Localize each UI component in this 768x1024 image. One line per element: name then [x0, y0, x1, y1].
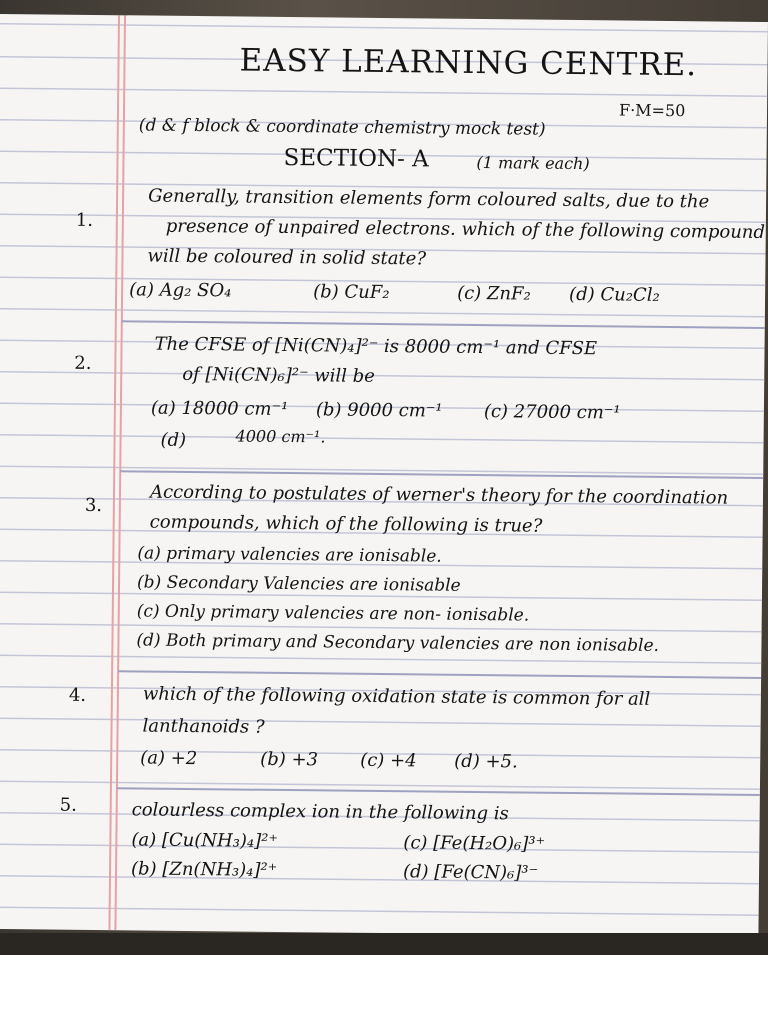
option-c: (c) 27000 cm⁻¹ — [483, 401, 621, 424]
question-separator — [117, 787, 760, 796]
option-b: (b) +3 — [260, 748, 319, 771]
question-text-line: According to postulates of werner's theory for the coordination — [149, 481, 729, 509]
option-d: (d) Cu₂Cl₂ — [569, 283, 660, 306]
option-a: (a) +2 — [140, 747, 198, 770]
question-text-line: Generally, transition elements form coloured salts, due to the — [148, 185, 710, 213]
question-text-line: which of the following oxidation state is common for all — [142, 683, 651, 710]
question-separator — [122, 320, 765, 329]
question-text-line: of [Ni(CN)₆]²⁻ will be — [182, 363, 375, 387]
option-b: (b) [Zn(NH₃)₄]²⁺ — [130, 858, 278, 881]
question-number: 1. — [75, 209, 94, 231]
question-number: 5. — [59, 794, 78, 816]
question-text-line: The CFSE of [Ni(CN)₄]²⁻ is 8000 cm⁻¹ and CFSE — [154, 333, 598, 360]
option-a: (a) 18000 cm⁻¹ — [150, 397, 289, 421]
option-a: (a) primary valencies are ionisable. — [137, 543, 442, 567]
question-number: 3. — [84, 494, 103, 517]
page-title: EASY LEARNING CENTRE. — [239, 42, 698, 84]
question-text-line: lanthanoids ? — [142, 715, 265, 738]
page-bottom-shadow — [0, 933, 768, 955]
notebook-page — [0, 14, 768, 937]
option-c: (c) [Fe(H₂O)₆]³⁺ — [403, 832, 546, 855]
option-d: (d) Both primary and Secondary valencies are non ionisable. — [136, 630, 660, 656]
section-heading: SECTION- A — [283, 144, 429, 173]
question-text-line: presence of unpaired electrons. which of the following compound — [165, 215, 766, 244]
question-number: 2. — [74, 352, 92, 374]
option-b: (b) Secondary Valencies are ionisable — [136, 572, 461, 596]
question-separator — [120, 470, 763, 479]
option-c: (c) Only primary valencies are non- ionisable. — [136, 601, 530, 626]
question-number: 4. — [68, 684, 87, 706]
option-b: (b) 9000 cm⁻¹ — [315, 399, 443, 422]
option-d: (d) [Fe(CN)₆]³⁻ — [402, 861, 539, 884]
option-d-value: 4000 cm⁻¹. — [235, 426, 326, 447]
full-marks: F·M=50 — [618, 100, 686, 121]
question-separator — [118, 670, 761, 679]
question-text-line: compounds, which of the following is true? — [149, 511, 543, 537]
option-c: (c) +4 — [360, 749, 417, 772]
option-d: (d) — [160, 429, 187, 451]
option-d: (d) +5. — [454, 750, 518, 773]
option-a: (a) Ag₂ SO₄ — [129, 279, 232, 302]
option-a: (a) [Cu(NH₃)₄]²⁺ — [131, 829, 279, 852]
question-text-line: will be coloured in solid state? — [147, 245, 427, 270]
option-b: (b) CuF₂ — [313, 281, 390, 304]
marks-each: (1 mark each) — [476, 152, 590, 174]
option-c: (c) ZnF₂ — [457, 282, 531, 305]
question-text-line: colourless complex ion in the following is — [131, 799, 509, 825]
test-subtitle: (d & f block & coordinate chemistry mock test) — [138, 115, 546, 140]
